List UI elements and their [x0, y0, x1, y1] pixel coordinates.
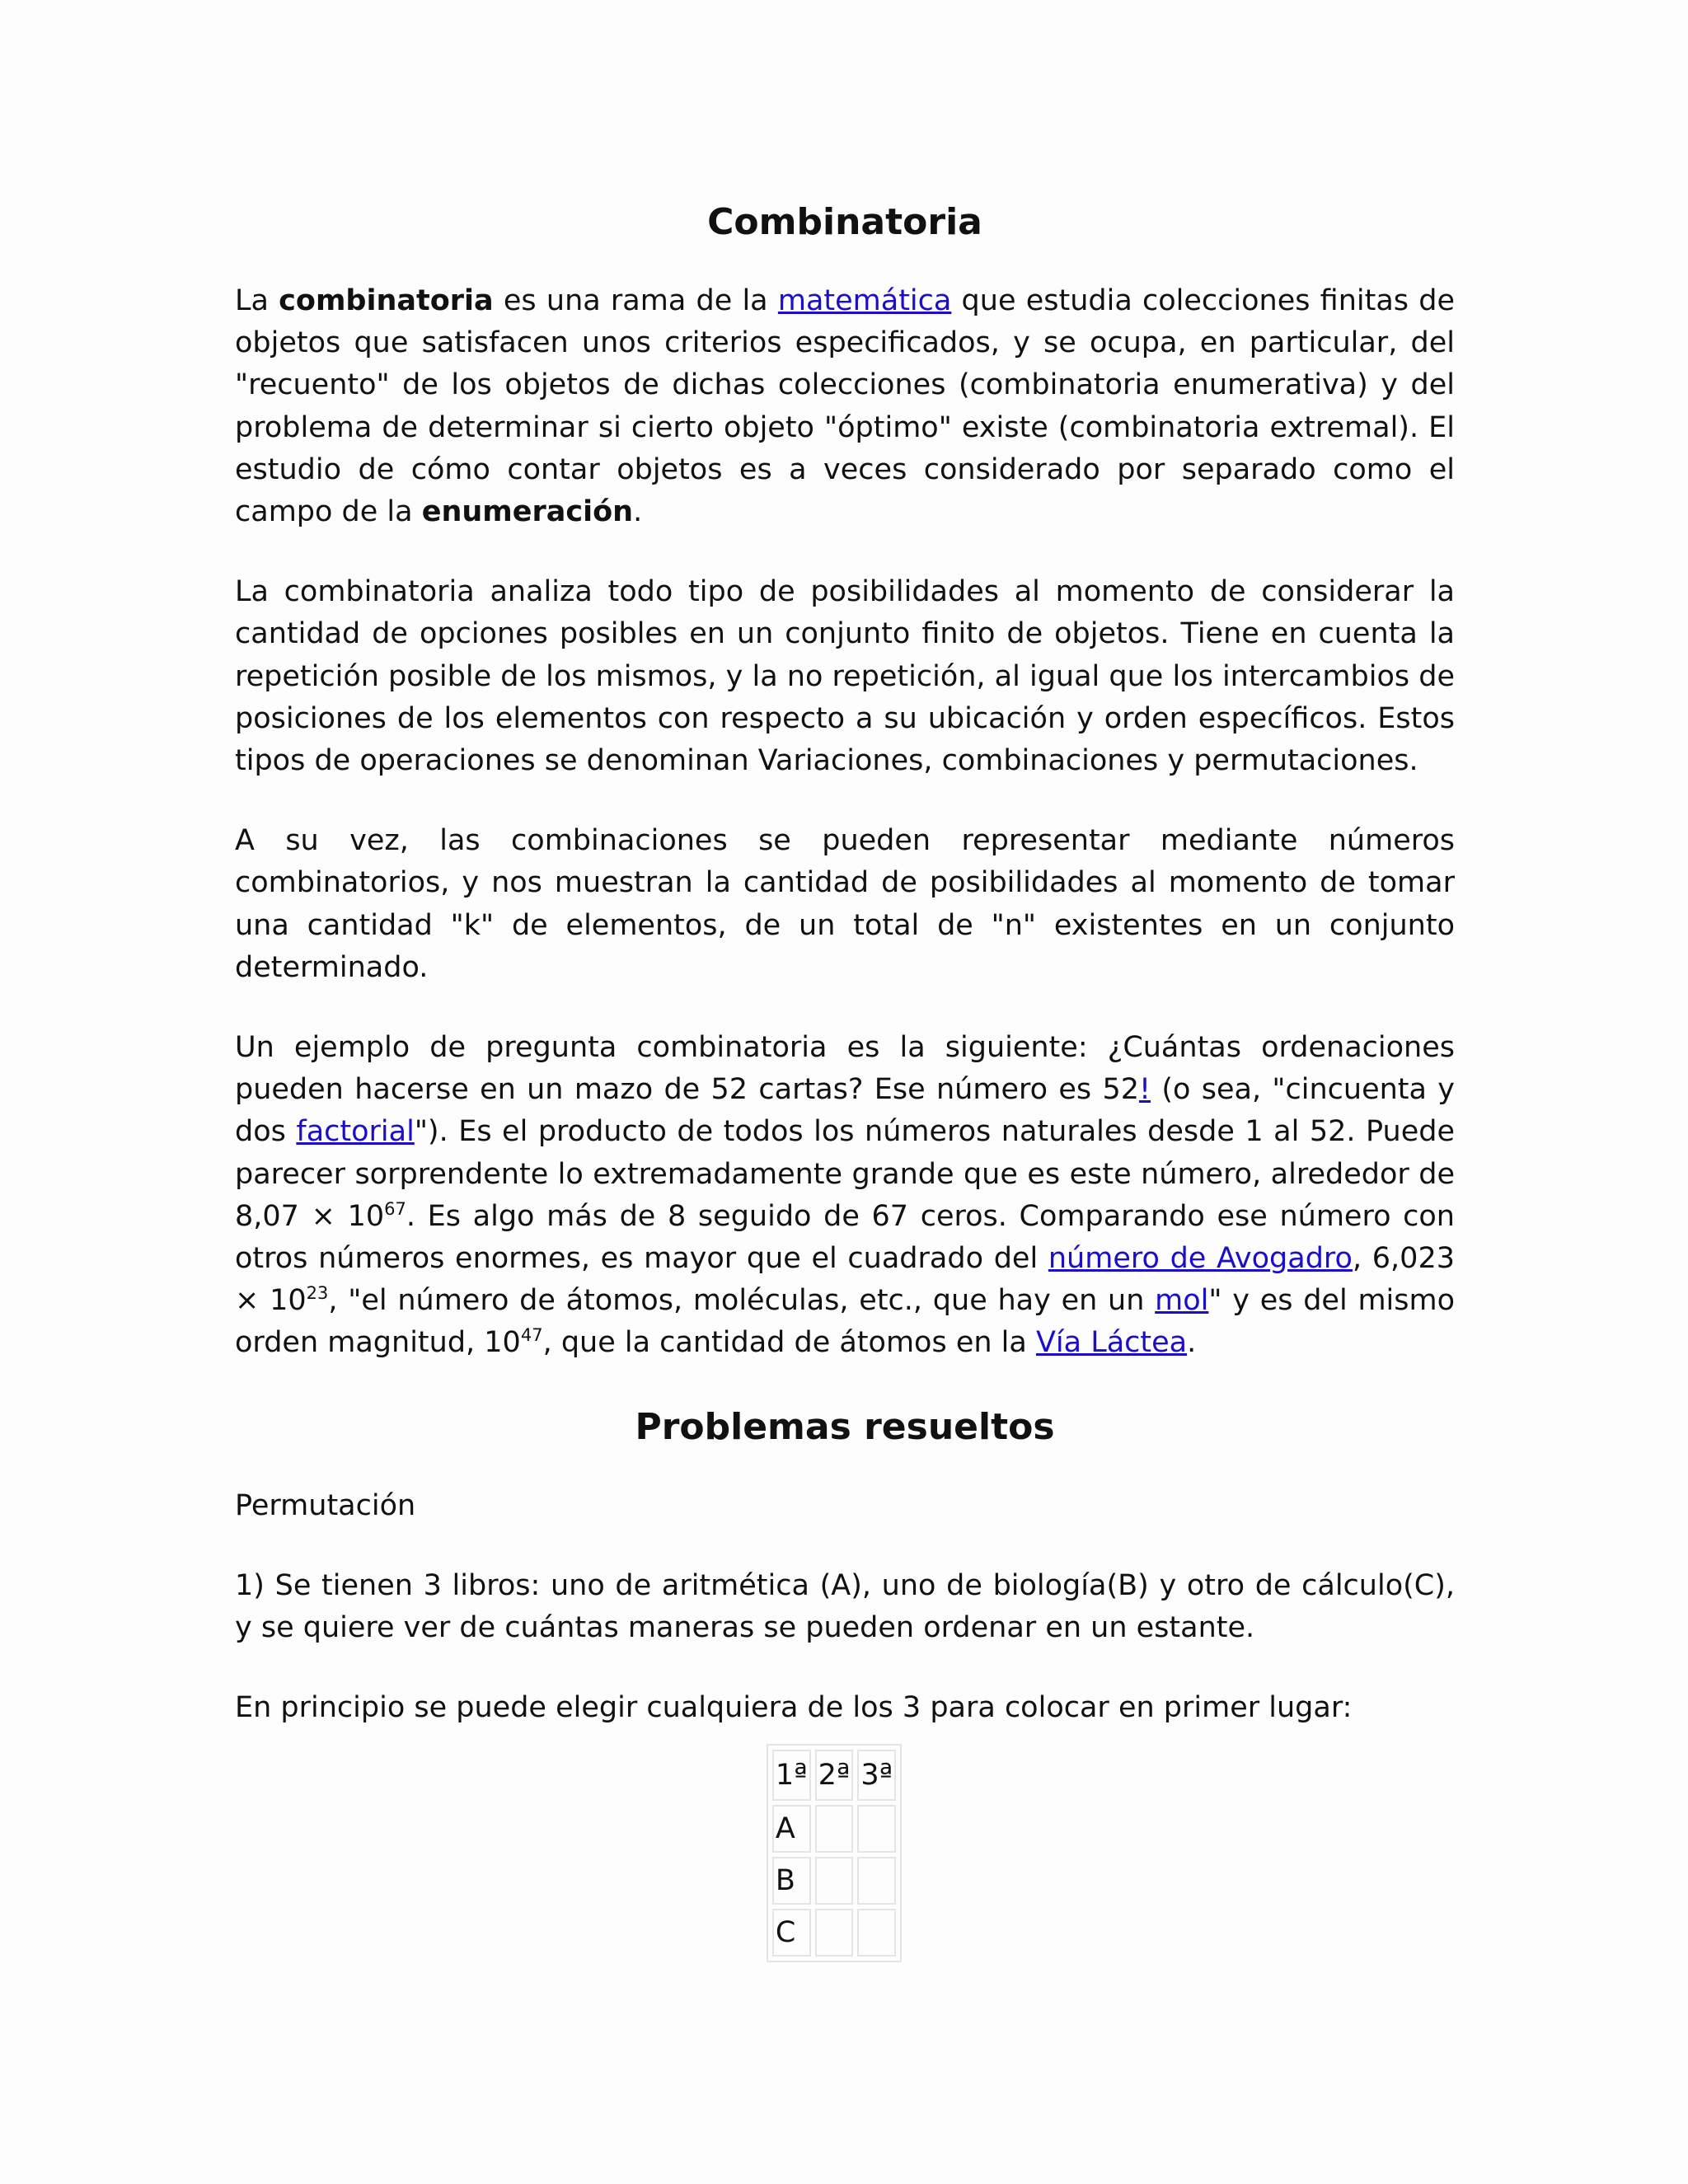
link-via-lactea[interactable]: Vía Láctea: [1035, 1326, 1188, 1360]
table-row: [772, 1805, 896, 1853]
text-span: La: [235, 284, 279, 317]
link-mol[interactable]: mol: [1155, 1284, 1209, 1318]
problem-1-text: 1) Se tienen 3 libros: uno de aritmética (A), uno de biología(B) y otro de cálculo(C), y se quiere ver de cuántas maneras se pueden ordenar en un estante.: [235, 1568, 1455, 1645]
table-cell: [857, 1857, 896, 1905]
table-header-cell: 3ª: [857, 1750, 896, 1801]
table-row: [772, 1909, 896, 1957]
bold-term-enumeracion: enumeración: [421, 495, 634, 529]
permutation-table: [767, 1744, 902, 1962]
table-cell: [857, 1805, 896, 1853]
table-cell: A: [772, 1805, 811, 1853]
exponent-67: 67: [384, 1198, 406, 1219]
table-cell: [815, 1909, 854, 1957]
table-cell: [857, 1909, 896, 1957]
exponent-23: 23: [306, 1283, 329, 1304]
link-numero-de-avogadro[interactable]: número de Avogadro: [1048, 1242, 1353, 1276]
page-title: Combinatoria: [707, 201, 982, 243]
principle-text: En principio se puede elegir cualquiera de los 3 para colocar en primer lugar:: [235, 1691, 1353, 1725]
document-page: [235, 198, 1455, 1962]
text-span: . Es algo más de 8 seguido de 67 ceros. Comparando ese número con otros números enormes, es mayor que el cuadrado del: [235, 1199, 1455, 1276]
link-matematica[interactable]: matemática: [777, 284, 952, 317]
intro-paragraph-3: A su vez, las combinaciones se pueden representar mediante números combinatorios, y nos muestran la cantidad de posibilidades al momento de tomar una cantidad "k" de elementos, de un total de "n" existentes en un conjunto determinado.: [235, 824, 1455, 984]
permutation-table-wrapper: [235, 1744, 1455, 1962]
text-span: Un ejemplo de pregunta combinatoria es la siguiente: ¿Cuántas ordenaciones pueden hacerse en un mazo de 52 cartas? Ese número es 52: [235, 1031, 1455, 1107]
text-span: "). Es el producto de todos los números naturales desde 1 al 52. Puede parecer sorprendente lo extremadamente grande que es este número, alrededor de 8,07 × 10: [235, 1115, 1455, 1233]
table-cell: [815, 1805, 854, 1853]
text-span: .: [633, 495, 643, 529]
text-span: , "el número de átomos, moléculas, etc., que hay en un: [328, 1284, 1156, 1318]
section-title-problemas-resueltos: Problemas resueltos: [635, 1405, 1055, 1448]
text-span: , que la cantidad de átomos en la: [542, 1326, 1036, 1360]
text-span: (o sea, "cincuenta y dos: [235, 1073, 1456, 1149]
table-header-row: [772, 1750, 896, 1801]
table-cell: [815, 1857, 854, 1905]
exponent-47: 47: [520, 1325, 543, 1346]
intro-paragraph-1: [235, 280, 1455, 533]
link-factorial[interactable]: factorial: [296, 1115, 415, 1149]
subsection-permutacion: Permutación: [235, 1488, 416, 1522]
example-paragraph: [235, 1027, 1455, 1365]
text-span: , 6,023 × 10: [235, 1242, 1455, 1318]
text-span: que estudia colecciones finitas de objetos que satisfacen unos criterios especificados, y se ocupa, en particular, del "recuento" de los objetos de dichas colecciones (combinatoria enumerativa) y del problema de determinar si cierto objeto "óptimo" existe (combinatoria extremal). El estudio de cómo contar objetos es a veces considerado por separado como el campo de la: [235, 284, 1455, 529]
table-row: [772, 1857, 896, 1905]
text-span: .: [1187, 1326, 1197, 1360]
table-cell: C: [772, 1909, 811, 1957]
intro-paragraph-2: La combinatoria analiza todo tipo de posibilidades al momento de considerar la cantidad de opciones posibles en un conjunto finito de objetos. Tiene en cuenta la repetición posible de los mismos, y la no repetición, al igual que los intercambios de posiciones de los elementos con respecto a su ubicación y orden específicos. Estos tipos de operaciones se denominan Variaciones, combinaciones y permutaciones.: [235, 575, 1455, 778]
table-cell: B: [772, 1857, 811, 1905]
bold-term-combinatoria: combinatoria: [279, 284, 494, 317]
link-factorial-symbol[interactable]: !: [1138, 1073, 1151, 1107]
table-header-cell: 2ª: [815, 1750, 854, 1801]
text-span: es una rama de la: [493, 284, 778, 317]
table-header-cell: 1ª: [772, 1750, 811, 1801]
text-span: " y es del mismo orden magnitud, 10: [235, 1284, 1456, 1360]
